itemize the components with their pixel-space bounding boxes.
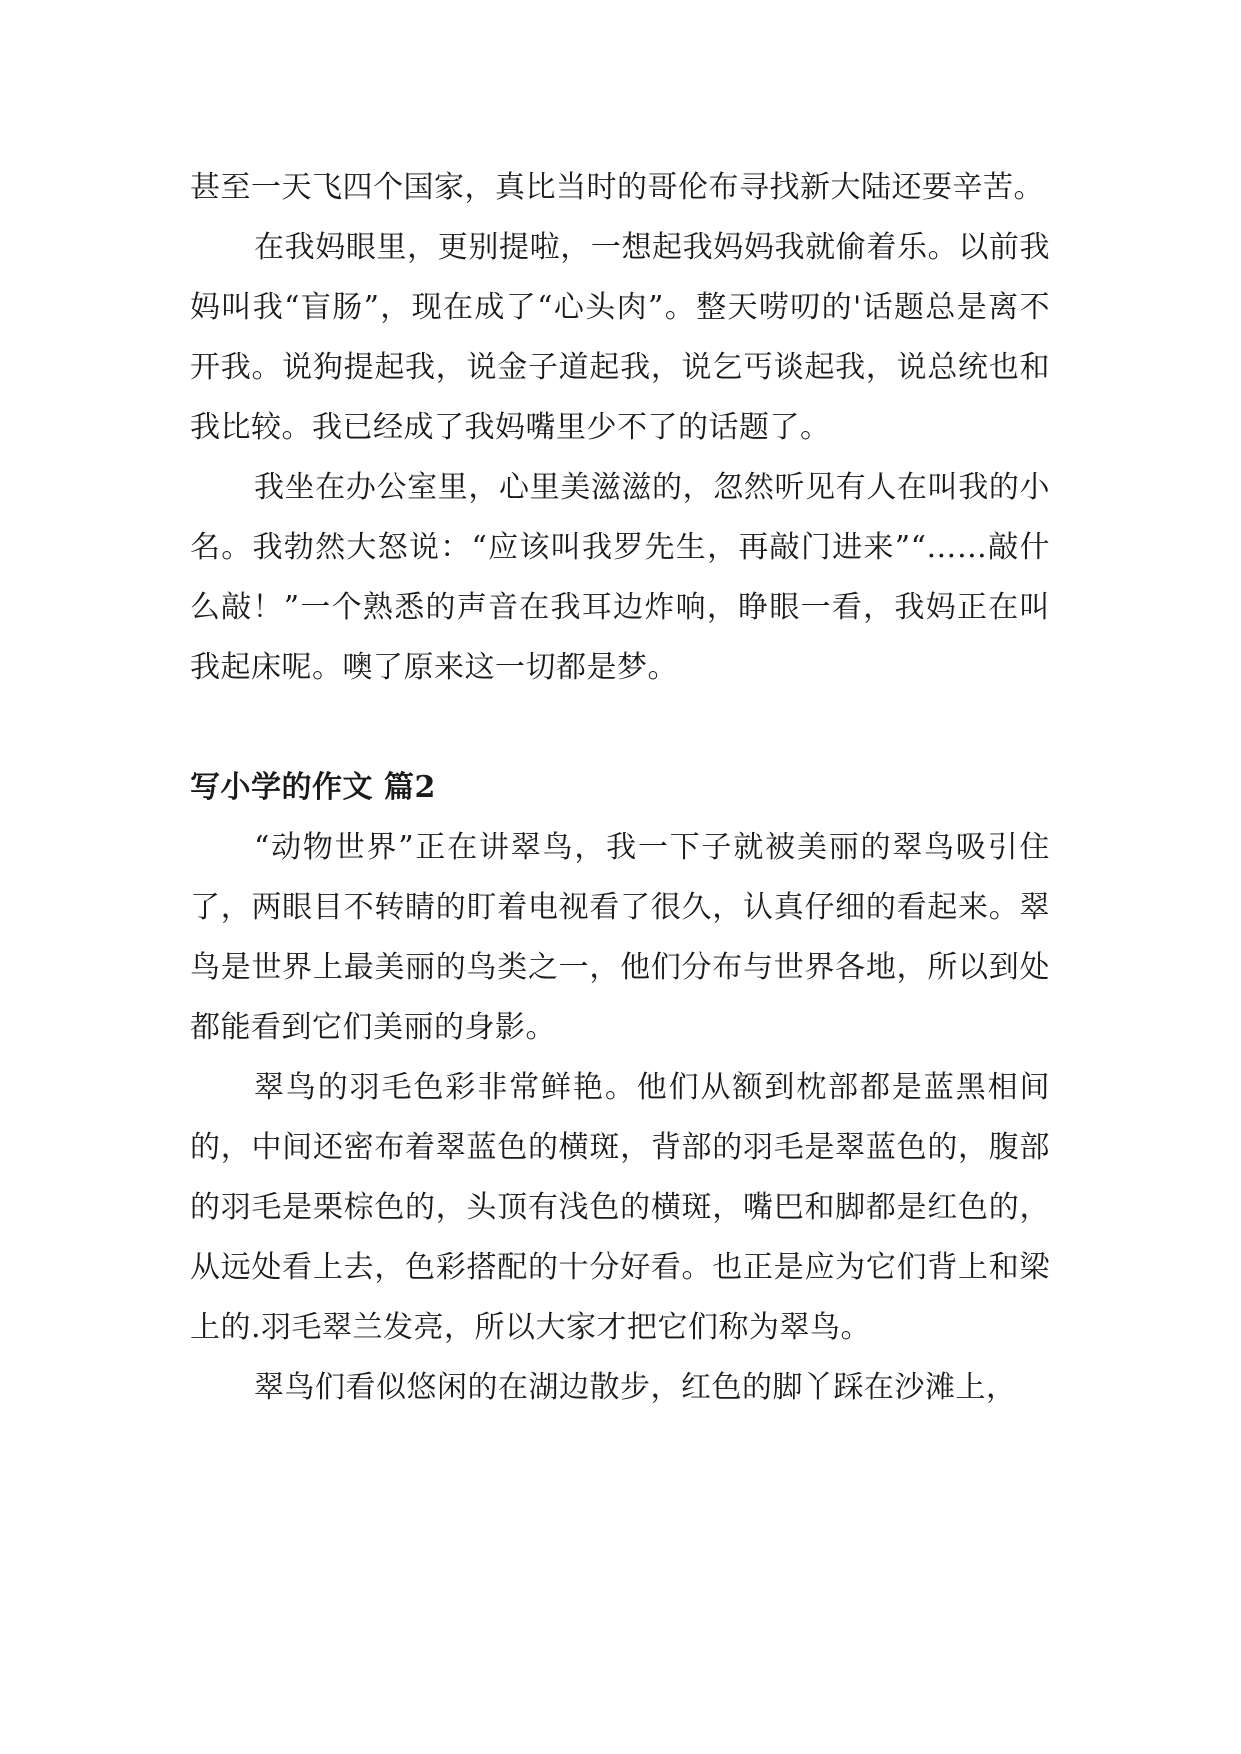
paragraph-kingfisher-walk: 翠鸟们看似悠闲的在湖边散步，红色的脚丫踩在沙滩上， bbox=[254, 1370, 1017, 1405]
paragraph-mom: 在我妈眼里，更别提啦，一想起我妈妈我就偷着乐。以前我妈叫我“盲肠”，现在成了“心头肉”。整天唠叨的'话题总是离不开我。说狗提起我，说金子道起我，说乞丐谈起我，说总统也和我比较。我已经成了我妈嘴里少不了的话题了。 bbox=[190, 230, 1050, 445]
paragraph-dream: 我坐在办公室里，心里美滋滋的，忽然听见有人在叫我的小名。我勃然大怒说：“应该叫我罗先生，再敲门进来”“……敲什么敲！”一个熟悉的声音在我耳边炸响，睁眼一看，我妈正在叫我起床呢。噢了原来这一切都是梦。 bbox=[190, 470, 1050, 685]
section-heading: 写小学的作文 篇2 bbox=[190, 770, 436, 805]
paragraph-kingfisher-intro: “动物世界”正在讲翠鸟，我一下子就被美丽的翠鸟吸引住了，两眼目不转睛的盯着电视看了很久，认真仔细的看起来。翠鸟是世界上最美丽的鸟类之一，他们分布与世界各地，所以到处都能看到它们美丽的身影。 bbox=[190, 830, 1050, 1045]
document-page bbox=[190, 158, 1050, 1418]
paragraph-continuation: 甚至一天飞四个国家，真比当时的哥伦布寻找新大陆还要辛苦。 bbox=[190, 170, 1044, 205]
paragraph-kingfisher-feathers: 翠鸟的羽毛色彩非常鲜艳。他们从额到枕部都是蓝黑相间的，中间还密布着翠蓝色的横斑，背部的羽毛是翠蓝色的，腹部的羽毛是栗棕色的，头顶有浅色的横斑，嘴巴和脚都是红色的，从远处看上去，色彩搭配的十分好看。也正是应为它们背上和梁上的.羽毛翠兰发亮，所以大家才把它们称为翠鸟。 bbox=[190, 1070, 1050, 1345]
